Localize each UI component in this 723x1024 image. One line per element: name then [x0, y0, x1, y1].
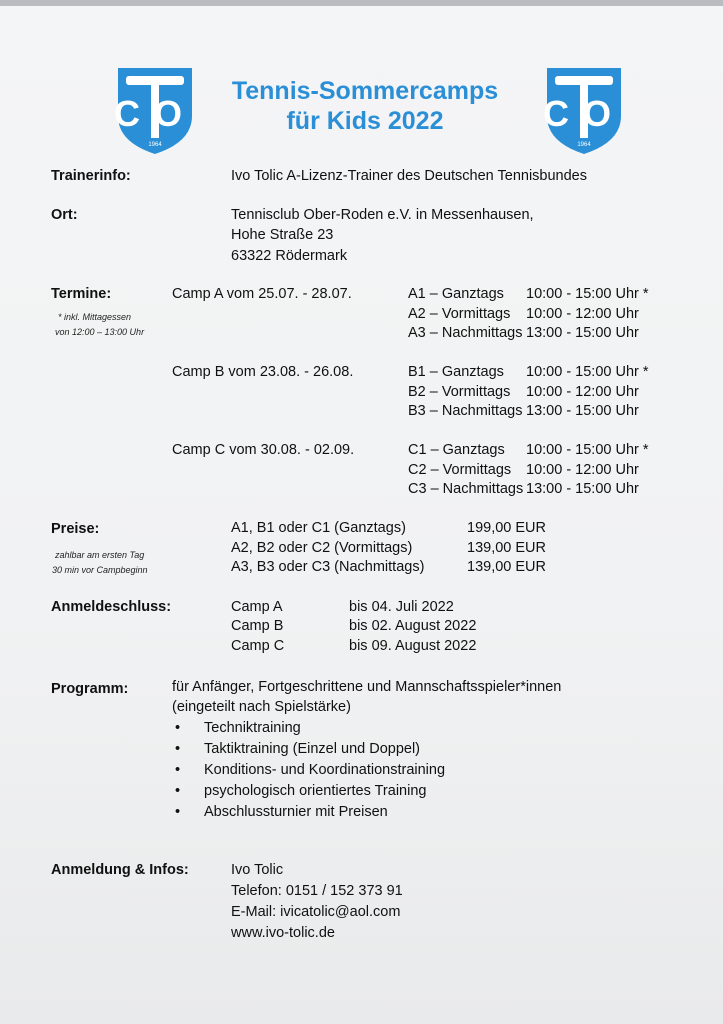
preis-2-name: A2, B2 oder C2 (Vormittags)	[231, 540, 413, 556]
camp-b-dates: Camp B vom 23.08. - 26.08.	[172, 364, 354, 380]
programm-label: Programm:	[51, 681, 129, 697]
camp-c3-time: 13:00 - 15:00 Uhr	[526, 481, 639, 497]
preis-3-price: 139,00 EUR	[467, 559, 546, 575]
camp-a3-time: 13:00 - 15:00 Uhr	[526, 325, 639, 341]
deadline-2-camp: Camp B	[231, 618, 284, 634]
camp-c2-time: 10:00 - 12:00 Uhr	[526, 462, 639, 478]
camp-a2-time: 10:00 - 12:00 Uhr	[526, 306, 639, 322]
ort-line-1: Tennisclub Ober-Roden e.V. in Messenhausen,	[231, 207, 534, 223]
logo-letters: CO	[543, 93, 625, 134]
preise-note-line-2: 30 min vor Campbeginn	[52, 565, 148, 575]
camp-c1-code: C1 – Ganztags	[408, 442, 505, 458]
trainerinfo-label: Trainerinfo:	[51, 168, 131, 184]
camp-a1-time: 10:00 - 15:00 Uhr *	[526, 286, 649, 302]
bullet-dot-icon: •	[175, 762, 181, 778]
logo-year: 1964	[148, 142, 162, 148]
programm-bullet-text: Konditions- und Koordinationstraining	[204, 762, 446, 778]
page-title	[190, 76, 540, 136]
contact-phone: Telefon: 0151 / 152 373 91	[231, 883, 403, 899]
anmeldung-label: Anmeldung & Infos:	[51, 862, 189, 878]
bullet-dot-icon: •	[175, 741, 181, 757]
preis-1-name: A1, B1 oder C1 (Ganztags)	[231, 520, 406, 536]
programm-intro-1: für Anfänger, Fortgeschrittene und Mannschaftsspieler*innen	[172, 679, 562, 695]
ort-line-2: Hohe Straße 23	[231, 227, 334, 243]
preis-2-price: 139,00 EUR	[467, 540, 546, 556]
deadline-3-date: bis 09. August 2022	[349, 638, 477, 654]
camp-b3-time: 13:00 - 15:00 Uhr	[526, 403, 639, 419]
bullet-dot-icon: •	[175, 720, 181, 736]
programm-bullet-item	[175, 739, 420, 759]
logo-year: 1964	[577, 142, 591, 148]
camp-b2-code: B2 – Vormittags	[408, 384, 511, 400]
club-logo-left	[114, 64, 196, 156]
camp-a3-code: A3 – Nachmittags	[408, 325, 523, 341]
trainerinfo-value: Ivo Tolic A-Lizenz-Trainer des Deutschen Tennisbundes	[231, 168, 587, 184]
camp-b2-time: 10:00 - 12:00 Uhr	[526, 384, 639, 400]
camp-a1-code: A1 – Ganztags	[408, 286, 504, 302]
camp-a-dates: Camp A vom 25.07. - 28.07.	[172, 286, 352, 302]
anmeldeschluss-label: Anmeldeschluss:	[51, 599, 172, 615]
programm-intro-2: (eingeteilt nach Spielstärke)	[172, 699, 351, 715]
programm-bullet-item	[175, 781, 427, 801]
termine-label: Termine:	[51, 286, 112, 302]
programm-bullet-text: psychologisch orientiertes Training	[204, 783, 427, 799]
programm-bullet-text: Abschlussturnier mit Preisen	[204, 804, 388, 820]
deadline-3-camp: Camp C	[231, 638, 285, 654]
preise-note-line-1: zahlbar am ersten Tag	[55, 550, 145, 560]
contact-name: Ivo Tolic	[231, 862, 284, 878]
programm-bullet-text: Techniktraining	[204, 720, 301, 736]
programm-bullet-item	[175, 802, 388, 822]
camp-a2-code: A2 – Vormittags	[408, 306, 511, 322]
termine-note-line-2: von 12:00 – 13:00 Uhr	[55, 327, 145, 337]
programm-bullet-text: Taktiktraining (Einzel und Doppel)	[204, 741, 420, 757]
programm-bullet-item	[175, 718, 301, 738]
title-line-1: Tennis-Sommercamps	[231, 77, 499, 105]
flyer-page	[0, 6, 723, 1024]
ort-label: Ort:	[51, 207, 78, 223]
termine-note-line-1: * inkl. Mittagessen	[58, 312, 132, 322]
contact-email: E-Mail: ivicatolic@aol.com	[231, 904, 401, 920]
deadline-2-date: bis 02. August 2022	[349, 618, 477, 634]
camp-b1-code: B1 – Ganztags	[408, 364, 504, 380]
ort-line-3: 63322 Rödermark	[231, 248, 348, 264]
camp-c2-code: C2 – Vormittags	[408, 462, 512, 478]
camp-c1-time: 10:00 - 15:00 Uhr *	[526, 442, 649, 458]
deadline-1-date: bis 04. Juli 2022	[349, 599, 454, 615]
logo-letters: CO	[114, 93, 196, 134]
camp-b3-code: B3 – Nachmittags	[408, 403, 523, 419]
camp-c3-code: C3 – Nachmittags	[408, 481, 524, 497]
club-logo-right	[543, 64, 625, 156]
camp-b1-time: 10:00 - 15:00 Uhr *	[526, 364, 649, 380]
preis-3-name: A3, B3 oder C3 (Nachmittags)	[231, 559, 425, 575]
deadline-1-camp: Camp A	[231, 599, 283, 615]
programm-bullet-item	[175, 760, 446, 780]
bullet-dot-icon: •	[175, 783, 181, 799]
preis-1-price: 199,00 EUR	[467, 520, 546, 536]
title-line-2: für Kids 2022	[286, 107, 444, 135]
preise-label: Preise:	[51, 521, 100, 537]
contact-website: www.ivo-tolic.de	[231, 925, 335, 941]
camp-c-dates: Camp C vom 30.08. - 02.09.	[172, 442, 355, 458]
bullet-dot-icon: •	[175, 804, 181, 820]
